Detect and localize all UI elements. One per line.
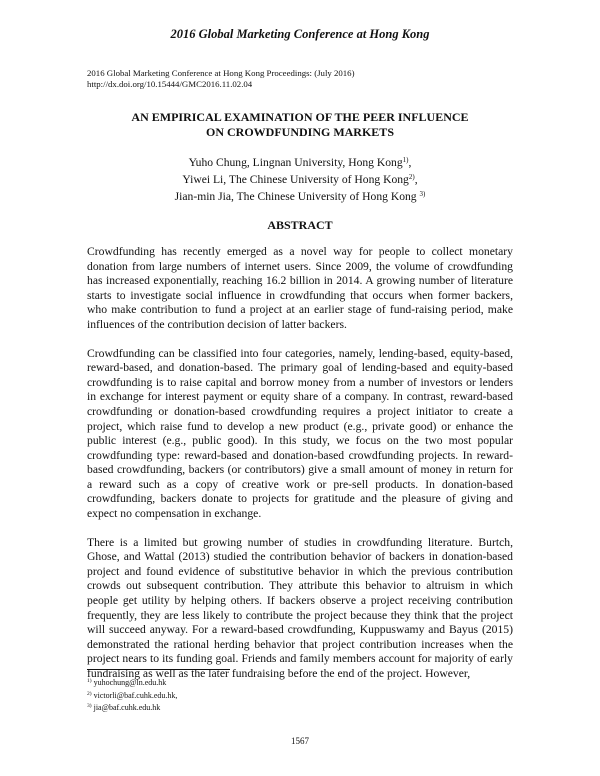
title-line-1: AN EMPIRICAL EXAMINATION OF THE PEER INFLUENCE — [131, 110, 469, 124]
proceedings-info — [87, 68, 355, 90]
author-2-trail: , — [414, 173, 418, 186]
abstract-heading: ABSTRACT — [267, 218, 333, 232]
footnote-2 — [87, 689, 177, 702]
abstract-paragraph-2: Crowdfunding can be classified into four categories, namely, lending-based, equity-based, reward-based, and donation-based. The primary goal of lending-based and equity-based crowdfunding is to raise capital and borrow money from a number of investors or lenders in exchange for interest payment or equity share of a company. In contrast, reward-based crowdfunding or donation-based crowdfunding requires a project initiator to create a project, which raise fund to develop a new product (e.g., private good) or enhance the public interest (e.g., public good). In this study, we focus on the two most popular crowdfunding type: reward-based and donation-based crowdfunding projects. In reward-based crowdfunding, backers (or contributors) give a small amount of money in return for a reward such as a copy of creative work or pre-sell products. In donation-based crowdfunding, backers donate to projects for gratitude and the pleasure of giving and expect no compensation in exchange. — [87, 346, 513, 520]
author-3-text: Jian-min Jia, The Chinese University of Hong Kong — [174, 190, 420, 203]
author-3-mark: 3) — [419, 190, 426, 198]
title-line-2: ON CROWDFUNDING MARKETS — [205, 125, 394, 139]
footnotes — [87, 676, 177, 714]
footnote-3-email[interactable]: jia@baf.cuhk.edu.hk — [91, 703, 161, 712]
author-1-trail: , — [408, 156, 412, 169]
footnote-2-mark: 2) — [87, 690, 92, 697]
footnote-3 — [87, 701, 177, 714]
author-3 — [0, 187, 600, 204]
paper-title — [0, 110, 600, 140]
author-2 — [0, 170, 600, 187]
author-2-text: Yiwei Li, The Chinese University of Hong Kong — [182, 173, 409, 186]
footnote-3-mark: 3) — [87, 703, 92, 709]
page-number: 1567 — [291, 736, 309, 746]
footnote-2-email[interactable]: victorli@baf.cuhk.edu.hk, — [91, 690, 178, 700]
footnote-1 — [87, 676, 177, 689]
abstract-paragraph-3: There is a limited but growing number of studies in crowdfunding literature. Burtch, Ghose, and Wattal (2013) studied the contribution behavior of backers in donation-based project and found evidence of substitutive behavior in which the previous contribution crowds out subsequent contribution. They attribute this behavior to altruism in which people get utility by helping others. If backers observe a project receiving contribution frequently, they are less likely to contribute the project because they think that the project will succeed anyway. For a reward-based crowdfunding, Kuppuswamy and Bayus (2015) demonstrated the rational herding behavior that project contribution increases when the project nears to its funding goal. Friends and family members account for majority of early fundraising as well as the later fundraising before the end of the project. However, — [87, 535, 513, 680]
footnote-divider — [87, 669, 230, 670]
author-list — [0, 153, 600, 204]
author-1-mark: 1) — [402, 156, 409, 164]
running-header: 2016 Global Marketing Conference at Hong Kong — [170, 27, 430, 41]
proceedings-citation: 2016 Global Marketing Conference at Hong Kong Proceedings: (July 2016) — [87, 68, 355, 78]
abstract-paragraph-1: Crowdfunding has recently emerged as a novel way for people to collect monetary donation from large numbers of internet users. Since 2009, the volume of crowdfunding has increased exponentially, reaching 16.2 billion in 2014. A growing number of literature starts to investigate social influence in crowdfunding that occurs when former backers, who make contribution to fund a project at an earlier stage of fund-raising period, make influences of the contribution decision of latter backers. — [87, 245, 513, 331]
footnote-1-email[interactable]: yuhochung@ln.edu.hk — [91, 678, 167, 687]
author-2-mark: 2) — [408, 173, 415, 181]
doi-link[interactable]: http://dx.doi.org/10.15444/GMC2016.11.02.04 — [87, 79, 253, 89]
abstract-body — [87, 245, 513, 696]
footnote-1-mark: 1) — [87, 678, 92, 684]
author-1 — [0, 153, 600, 170]
author-1-text: Yuho Chung, Lingnan University, Hong Kong — [188, 156, 403, 169]
